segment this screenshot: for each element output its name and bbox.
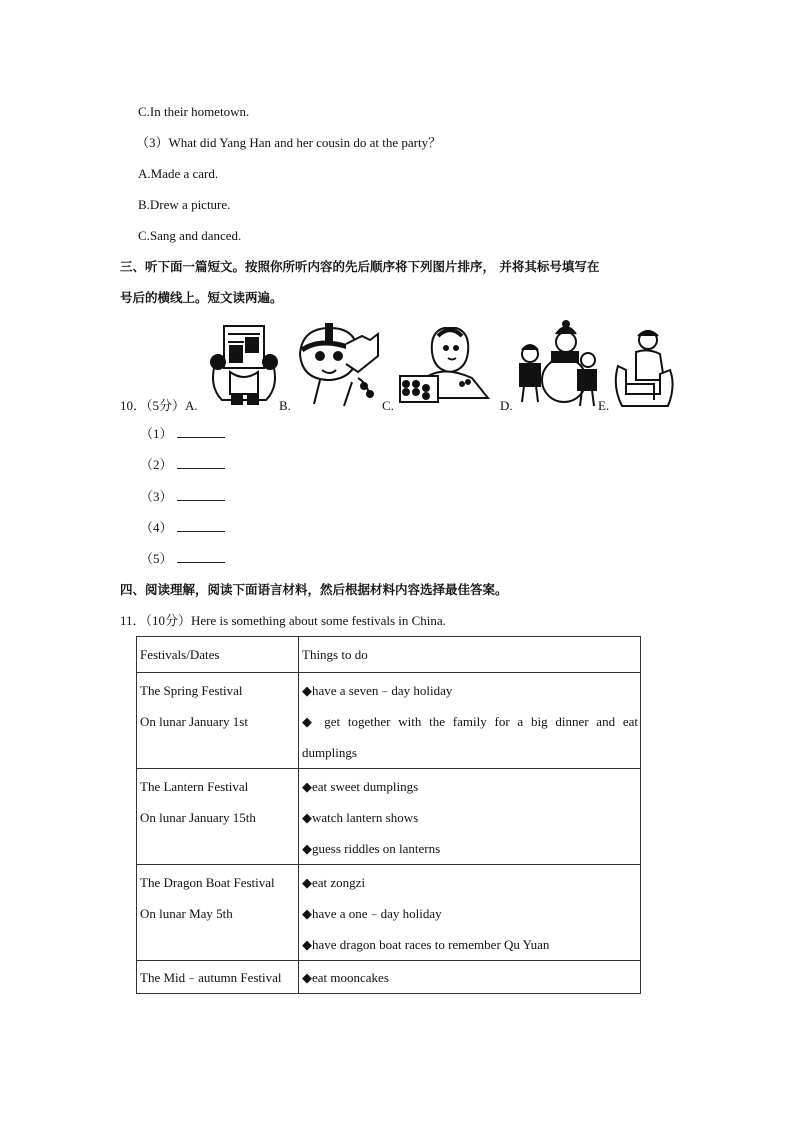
festival-date: On lunar January 1st [140, 714, 248, 729]
picture-label-e: E. [598, 398, 610, 413]
thing-item: ◆have a seven﹣day holiday [302, 683, 453, 698]
answer-line-2 [140, 457, 225, 473]
section3-heading-line2: 号后的横线上。短文读两遍。 [120, 290, 283, 305]
table-row [137, 673, 641, 769]
picture-label-b: B. [279, 398, 291, 413]
answer-number-4: （4） [140, 520, 173, 535]
thing-item: ◆guess riddles on lanterns [302, 841, 441, 856]
festival-name: The Mid﹣autumn Festival [140, 970, 282, 985]
q3-question: （3）What did Yang Han and her cousin do at the party？ [136, 135, 442, 150]
q3-option-c: C.Sang and danced. [138, 228, 242, 243]
answer-blank-4[interactable] [177, 520, 225, 532]
table-row [137, 865, 641, 961]
header-things-to-do: Things to do [299, 637, 641, 673]
festival-name: The Spring Festival [140, 683, 243, 698]
festival-date: On lunar January 15th [140, 810, 256, 825]
answer-line-4 [140, 520, 225, 536]
thing-item: ◆eat sweet dumplings [302, 779, 419, 794]
festival-name: The Dragon Boat Festival [140, 875, 275, 890]
answer-line-1 [140, 426, 225, 442]
things-cell [299, 769, 641, 865]
things-cell [299, 865, 641, 961]
table-row [137, 961, 641, 994]
thing-item: ◆ get together with the family for a big dinner and eat dumplings [302, 714, 638, 760]
picture-label-d: D. [500, 398, 513, 413]
picture-b-girl-on-phone [292, 322, 384, 408]
q3-option-a: A.Made a card. [138, 166, 219, 181]
things-cell [299, 961, 641, 994]
thing-item: ◆have a one﹣day holiday [302, 906, 442, 921]
answer-blank-1[interactable] [177, 426, 225, 438]
answer-number-1: （1） [140, 426, 173, 441]
thing-item: ◆watch lantern shows [302, 810, 419, 825]
q10-prefix: 10．（5分） [120, 398, 186, 413]
festival-cell [137, 769, 299, 865]
things-cell [299, 673, 641, 769]
q3-option-b: B.Drew a picture. [138, 197, 231, 212]
picture-label-a: A. [185, 398, 198, 413]
answer-number-2: （2） [140, 457, 173, 472]
answer-blank-3[interactable] [177, 489, 225, 501]
thing-item: ◆have dragon boat races to remember Qu Yuan [302, 937, 550, 952]
answer-number-3: （3） [140, 489, 173, 504]
festival-name: The Lantern Festival [140, 779, 249, 794]
q11-intro: 11．（10分）Here is something about some festivals in China. [120, 613, 446, 628]
answer-number-5: （5） [140, 551, 173, 566]
festival-cell [137, 673, 299, 769]
picture-a-boy-reading-newspaper [208, 322, 280, 406]
answer-blank-2[interactable] [177, 457, 225, 469]
festival-cell [137, 961, 299, 994]
festival-cell [137, 865, 299, 961]
q2-option-c: C.In their hometown. [138, 104, 250, 119]
festival-table [136, 636, 641, 994]
picture-d-kids-making-snowman [514, 320, 600, 408]
picture-label-c: C. [382, 398, 394, 413]
festival-date: On lunar May 5th [140, 906, 233, 921]
section4-heading: 四、阅读理解，阅读下面语言材料，然后根据材料内容选择最佳答案。 [120, 582, 508, 597]
picture-e-man-sitting-in-chair [612, 326, 674, 408]
answer-line-5 [140, 551, 225, 567]
picture-c-kid-playing-abacus [398, 322, 498, 408]
q10-prefix-with-label-a [120, 398, 198, 414]
answer-line-3 [140, 489, 225, 505]
table-header-row [137, 637, 641, 673]
section3-heading-line1: 三、听下面一篇短文。按照你所听内容的先后顺序将下列图片排序， 并将其标号填写在 [120, 259, 600, 274]
table-row [137, 769, 641, 865]
thing-item: ◆eat zongzi [302, 875, 366, 890]
answer-blank-5[interactable] [177, 551, 225, 563]
thing-item: ◆eat mooncakes [302, 970, 389, 985]
header-festivals-dates: Festivals/Dates [137, 637, 299, 673]
